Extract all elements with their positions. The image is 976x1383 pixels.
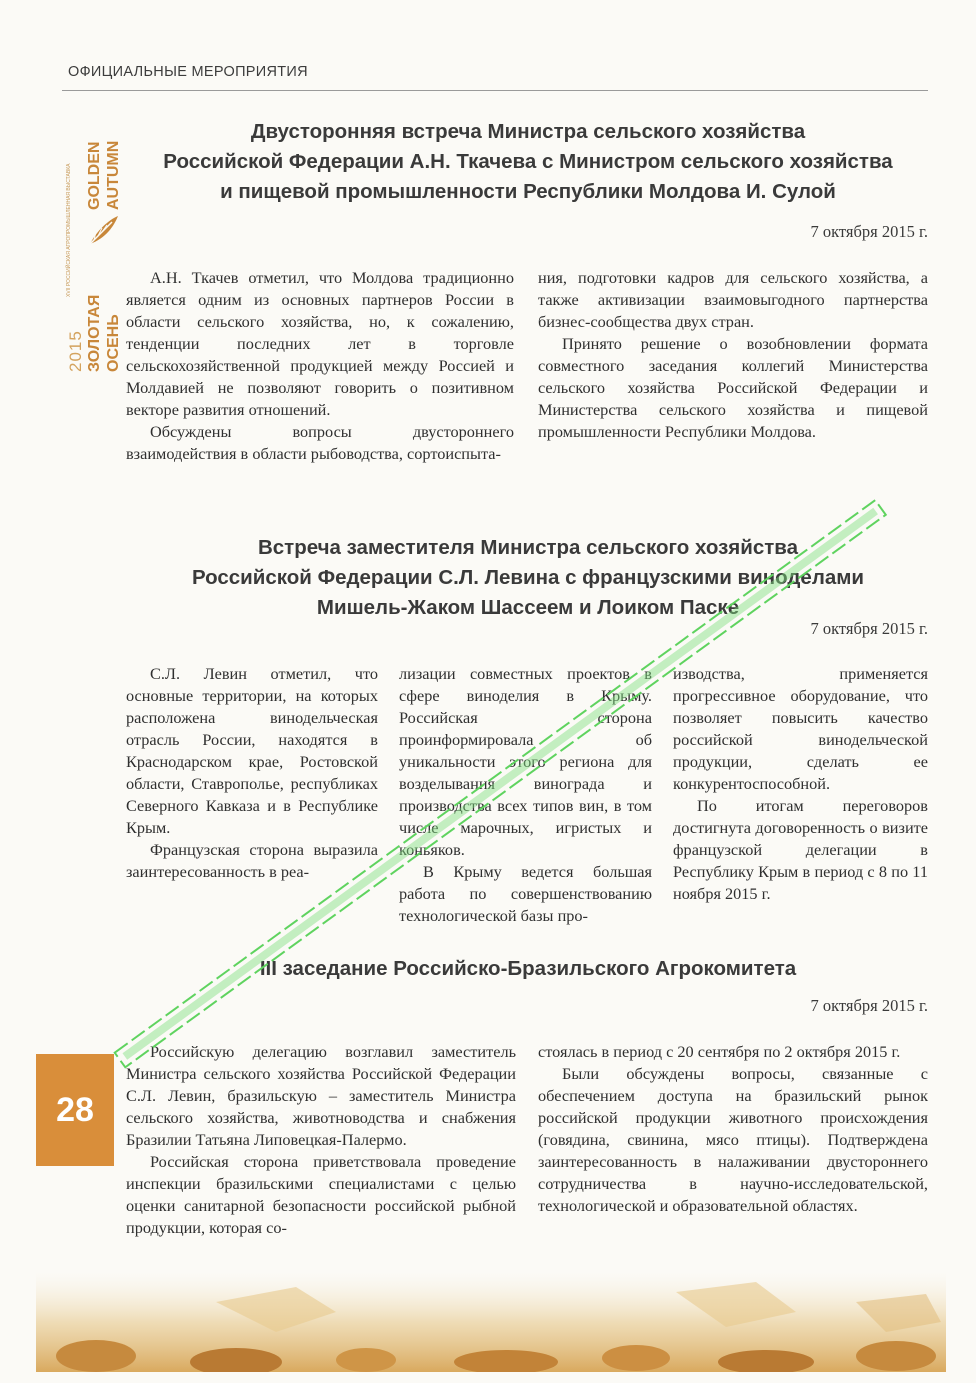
title-line: Российской Федерации А.Н. Ткачева с Министром сельского хозяйства (163, 150, 893, 173)
article-2-column-2 (399, 663, 652, 927)
paragraph: Обсуждены вопросы двустороннего взаимодействия в области рыбоводства, сортоиспыта- (126, 422, 514, 463)
article-3-title (130, 954, 926, 984)
harvest-field-decoration (36, 1272, 946, 1372)
golden-autumn-logo (66, 102, 122, 374)
article-3-date: 7 октября 2015 г. (810, 996, 928, 1015)
title-line: и пищевой промышленности Республики Молдова И. Сулой (220, 180, 836, 203)
logo-en-line2: AUTUMN (105, 140, 122, 210)
title-line: Мишель-Жаком Шассеем и Лоиком Паске (316, 596, 740, 619)
logo-year: 2015 (66, 330, 85, 372)
paragraph: В Крыму ведется большая работа по совершенствованию технологической базы про- (399, 862, 652, 925)
logo-ru-line2: ОСЕНЬ (105, 314, 122, 372)
article-1-title (130, 117, 926, 207)
title-line: III заседание Российско-Бразильского Агрокомитета (259, 957, 797, 980)
paragraph: Российскую делегацию возглавил заместитель Министра сельского хозяйства Российской Федерации С.Л. Левин, бразильскую – заместитель Министра сельского хозяйства, животноводства и снабжения Бразилии Татьяна Липовецкая-Палермо. (126, 1042, 516, 1149)
paragraph: Принято решение о возобновлении формата совместного заседания коллегий Министерства сельского хозяйства Российской Федерации и Министерства сельского хозяйства и пищевой промышленности Республики Молдова. (538, 334, 928, 441)
article-2-date: 7 октября 2015 г. (810, 619, 928, 638)
article-1-column-1 (126, 267, 514, 465)
logo-en-line1: GOLDEN (86, 141, 103, 210)
article-1-column-2 (538, 267, 928, 443)
article-2-column-3 (673, 663, 928, 905)
paragraph: Российская сторона приветствовала проведение инспекции бразильскими специалистами с целью оценки санитарной безопасности российской рыбной продукции, которая со- (126, 1152, 516, 1237)
title-line: Двусторонняя встреча Министра сельского хозяйства (250, 120, 806, 143)
paragraph: лизации совместных проектов в сфере виноделия в Крыму. Российская сторона проинформировала об уникальности этого региона для возделывания винограда и производства всех типов вин, в том числе марочных, игристых и коньяков. (399, 664, 652, 859)
paragraph: По итогам переговоров достигнута договоренность о визите французской делегации в Республику Крым в период с 8 по 11 ноября 2015 г. (673, 796, 928, 903)
paragraph: стоялась в период с 20 сентября по 2 октября 2015 г. (538, 1042, 901, 1061)
article-2-title (130, 533, 926, 623)
article-3-column-1 (126, 1041, 516, 1239)
title-line: Встреча заместителя Министра сельского хозяйства (257, 536, 799, 559)
paragraph: изводства, применяется прогрессивное оборудование, что позволяет повысить качество российской винодельческой продукции, сделать ее конкурентоспособной. (673, 664, 928, 793)
logo-small-text: XVII РОССИЙСКАЯ АГРОПРОМЫШЛЕННАЯ ВЫСТАВКА (66, 163, 72, 297)
page-number: 28 (36, 1054, 114, 1166)
paragraph: Были обсуждены вопросы, связанные с обеспечением доступа на бразильский рынок российской продукции животного происхождения (говядина, свинина, мясо птицы). Подтверждена заинтересованность в налаживании двустороннего сотрудничества в научно-исследовательской, технологической и образовательной областях. (538, 1064, 928, 1215)
article-3-column-2 (538, 1041, 928, 1217)
paragraph: ния, подготовки кадров для сельского хозяйства, а также активизации взаимовыгодного партнерства бизнес-сообщества двух стран. (538, 268, 928, 331)
paragraph: С.Л. Левин отметил, что основные территории, на которых расположена винодельческая отрасль России, находятся в Краснодарском крае, Ростовской области, Ставрополье, республиках Северного Кавказа и в Республике Крым. (126, 664, 378, 837)
section-label: ОФИЦИАЛЬНЫЕ МЕРОПРИЯТИЯ (68, 64, 308, 80)
header-divider (62, 90, 928, 91)
title-line: Российской Федерации С.Л. Левина с французскими виноделами (191, 566, 865, 589)
article-2-column-1 (126, 663, 378, 883)
article-1-date: 7 октября 2015 г. (810, 222, 928, 241)
paragraph: А.Н. Ткачев отметил, что Молдова традиционно является одним из основных партнеров России в области сельского хозяйства, но, к сожалению, тенденции последних лет в торговле сельскохозяйственной продукцией между Россией и Молдавией не позволяют говорить о позитивном векторе развития отношений. (126, 268, 514, 419)
logo-ru-line1: ЗОЛОТАЯ (86, 294, 103, 372)
leaf-icon (86, 212, 122, 248)
paragraph: Французская сторона выразила заинтересованность в реа- (126, 840, 378, 881)
